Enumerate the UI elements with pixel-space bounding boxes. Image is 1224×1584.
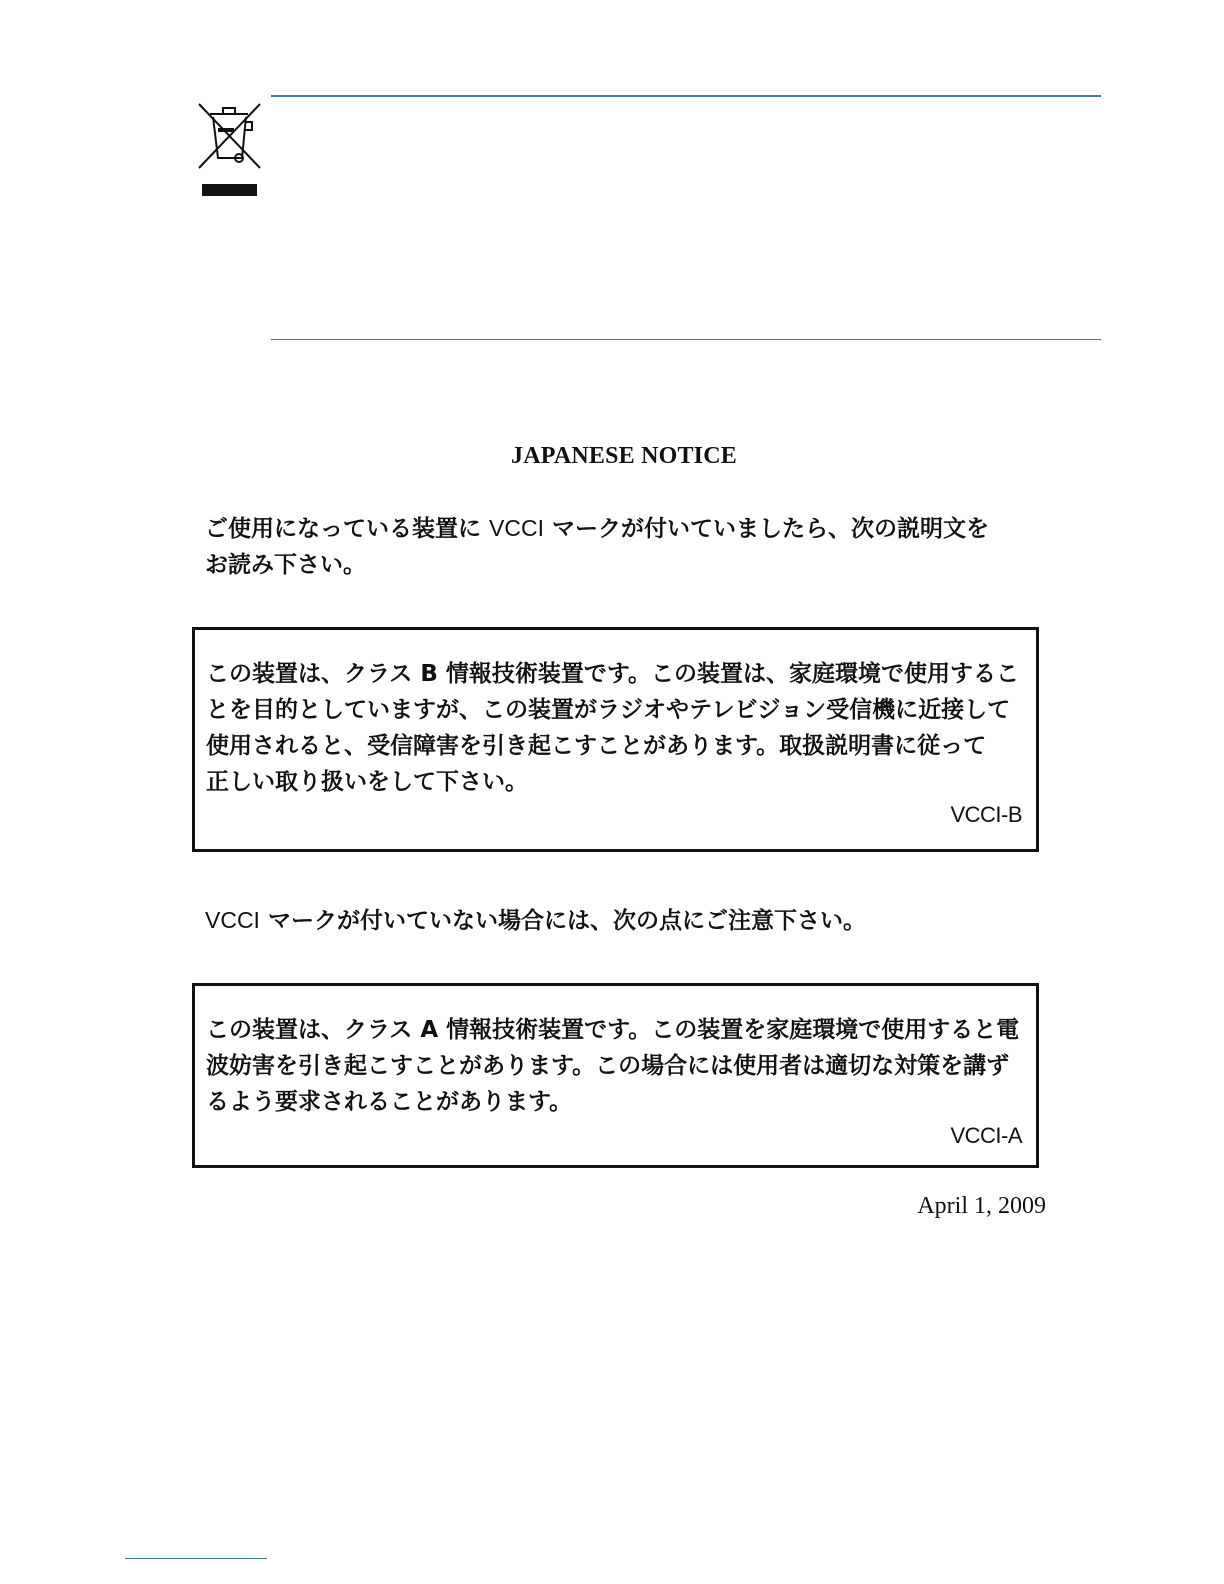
class-a-line-2: 波妨害を引き起こすことがあります。この場合には使用者は適切な対策を講ず bbox=[206, 1053, 1010, 1079]
crossed-out-wheelie-bin-icon bbox=[194, 100, 264, 198]
class-b-line-4: 正しい取り扱いをして下さい。 bbox=[206, 769, 528, 795]
class-b-line-2: とを目的としていますが、この装置がラジオやテレビジョン受信機に近接して bbox=[206, 697, 1011, 723]
footnote-rule bbox=[125, 1558, 267, 1559]
intro-line-2: お読み下さい。 bbox=[205, 552, 366, 578]
notice-date: April 1, 2009 bbox=[917, 1193, 1046, 1219]
class-a-notice-text bbox=[206, 1012, 1019, 1120]
top-blue-rule bbox=[271, 95, 1101, 97]
intro-paragraph bbox=[205, 510, 989, 583]
bottom-blue-rule bbox=[271, 339, 1101, 340]
class-b-notice-box bbox=[192, 627, 1039, 852]
class-a-line-3: るよう要求されることがあります。 bbox=[206, 1089, 573, 1115]
class-a-line-1: この装置は、クラス A 情報技術装置です。この装置を家庭環境で使用すると電 bbox=[206, 1017, 1020, 1043]
class-b-line-1: この装置は、クラス B 情報技術装置です。この装置は、家庭環境で使用するこ bbox=[206, 661, 1020, 687]
class-a-code: VCCI-A bbox=[950, 1123, 1022, 1148]
class-b-notice-text bbox=[206, 656, 1019, 800]
class-b-line-3: 使用されると、受信障害を引き起こすことがあります。取扱説明書に従って bbox=[206, 733, 987, 759]
class-a-notice-box bbox=[192, 983, 1039, 1168]
intro-line-1: ご使用になっている装置に VCCI マークが付いていましたら、次の説明文を bbox=[205, 515, 989, 542]
class-b-code: VCCI-B bbox=[950, 802, 1022, 827]
japanese-notice-title: JAPANESE NOTICE bbox=[511, 443, 737, 469]
no-mark-paragraph: VCCI マークが付いていない場合には、次の点にご注意下さい。 bbox=[205, 907, 866, 934]
